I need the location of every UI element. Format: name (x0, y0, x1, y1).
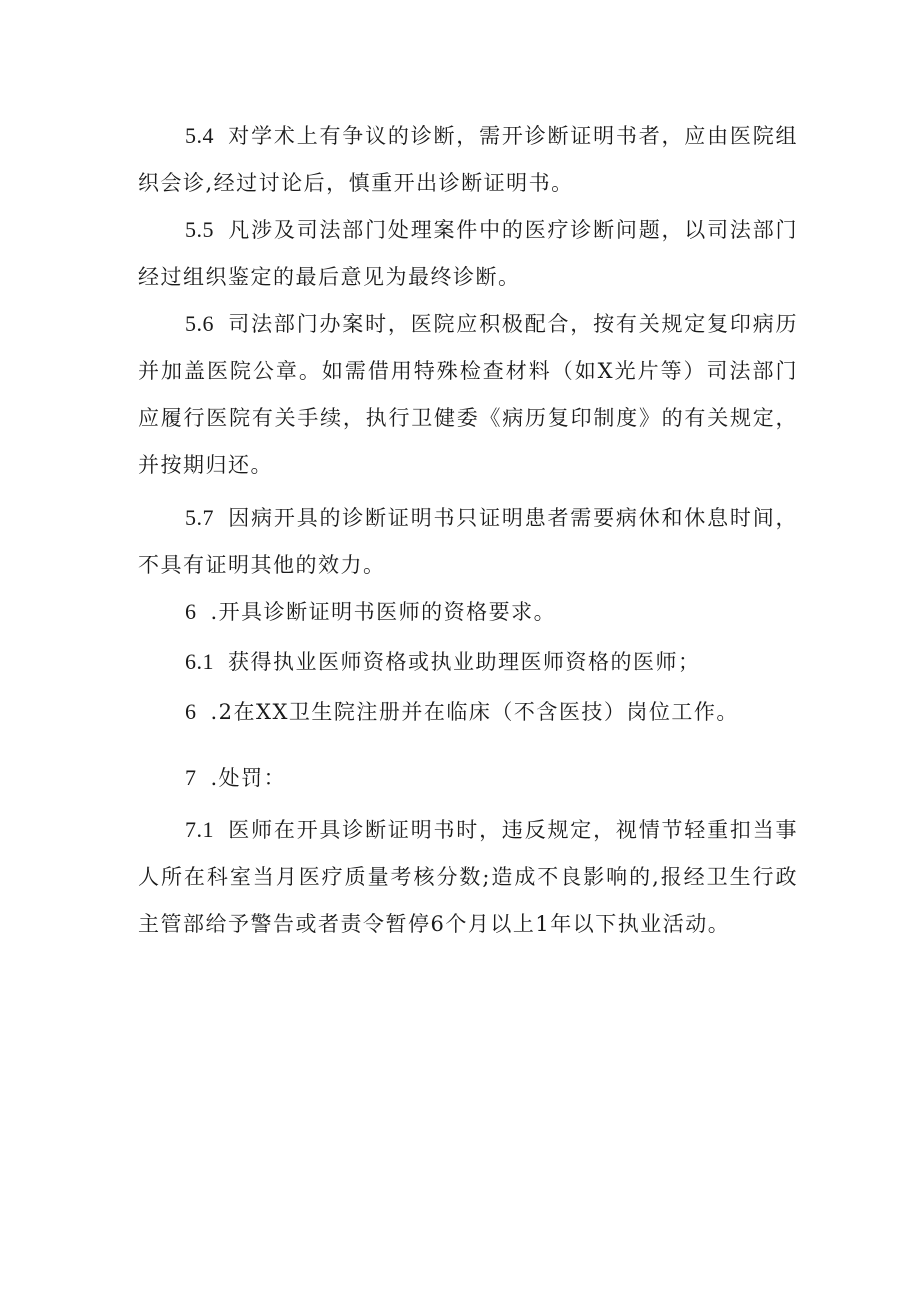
paragraph-5-7 (138, 494, 798, 589)
paragraph-text: .处罚： (210, 766, 287, 790)
paragraph-5-5 (138, 206, 798, 301)
paragraph-text: 对学术上有争议的诊断，需开诊断证明书者，应由医院组织会诊,经过讨论后，慎重开出诊断证明书。 (138, 124, 798, 195)
paragraph-text: 司法部门办案时，医院应积极配合，按有关规定复印病历并加盖医院公章。如需借用特殊检查材料（如X光片等）司法部门应履行医院有关手续，执行卫健委《病历复印制度》的有关规定，并按期归还。 (138, 312, 798, 477)
paragraph-text: 凡涉及司法部门处理案件中的医疗诊断问题，以司法部门经过组织鉴定的最后意见为最终诊断。 (138, 218, 798, 289)
paragraph-text: 获得执业医师资格或执业助理医师资格的医师； (228, 650, 701, 674)
paragraph-number: 6.1 (185, 649, 214, 674)
paragraph-5-6 (138, 300, 798, 489)
paragraph-number: 5.6 (185, 311, 214, 336)
paragraph-text: 医师在开具诊断证明书时，违反规定，视情节轻重扣当事人所在科室当月医疗质量考核分数;造成不良影响的,报经卫生行政主管部给予警告或者责令暂停6个月以上1年以下执业活动。 (138, 818, 798, 936)
paragraph-5-4 (138, 112, 798, 207)
paragraph-number: 7 (185, 765, 197, 790)
section-heading-6 (138, 588, 798, 636)
paragraph-number: 6 (185, 699, 197, 724)
paragraph-7-1 (138, 806, 798, 948)
paragraph-text: 因病开具的诊断证明书只证明患者需要病休和休息时间，不具有证明其他的效力。 (138, 506, 798, 577)
paragraph-number: 5.7 (185, 505, 214, 530)
paragraph-number: 6 (185, 599, 197, 624)
paragraph-text: .开具诊断证明书医师的资格要求。 (210, 600, 557, 624)
section-heading-7 (138, 754, 798, 802)
paragraph-number: 5.4 (185, 123, 214, 148)
paragraph-number: 7.1 (185, 817, 214, 842)
paragraph-text: .2在XX卫生院注册并在临床（不含医技）岗位工作。 (210, 700, 739, 724)
paragraph-number: 5.5 (185, 217, 214, 242)
paragraph-6-1 (138, 638, 798, 686)
paragraph-6-2 (138, 688, 798, 736)
